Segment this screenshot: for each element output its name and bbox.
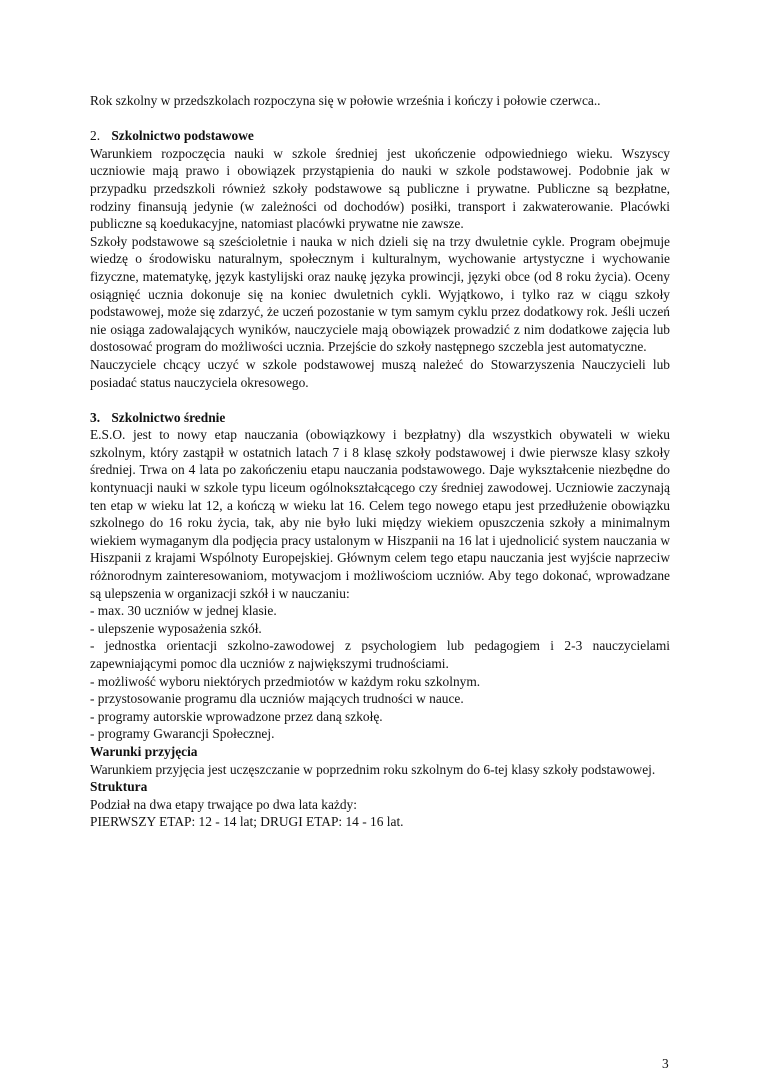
section-3-number: 3. xyxy=(90,409,101,425)
warunki-paragraph: Warunkiem przyjęcia jest uczęszczanie w poprzednim roku szkolnym do 6-tej klasy szkoły podstawowej. xyxy=(90,761,656,777)
section-3-paragraph-1: E.S.O. jest to nowy etap nauczania (obowiązkowy i bezpłatny) dla wszystkich obywateli w wieku szkolnym, który zastąpił w ostatnich latach 7 i 8 klasę szkoły podstawowej i dwie pierwsze klasy szkoły średniej. Trwa on 4 lata po zakończeniu etapu nauczania podstawowego. Daje wykształcenie niezbędne do kontynuacji nauki w szkole typu liceum ogólnokształcącego czy średniej zawodowej. Uczniowie zaczynają ten etap w wieku lat 12, a kończą w wieku lat 16. Celem tego nowego etapu jest przedłużenie obowiązku szkolnego do 16 roku życia, tak, aby nie było luki między wiekiem opuszczenia szkoły a minimalnym wiekiem wymaganym dla podjęcia pracy ustalonym w Hiszpanii na 16 lat i ujednolicić system nauczania w Hiszpanii z krajami Wspólnoty Europejskiej. Głównym celem tego etapu nauczania jest wyjście naprzeciw różnorodnym zainteresowaniom, motywacjom i możliwościom uczniów. Aby tego dokonać, wprowadzane są ulepszenia w organizacji szkół i w nauczaniu: xyxy=(90,427,670,601)
section-2-heading xyxy=(90,127,670,145)
spacer xyxy=(90,391,670,409)
list-item: - max. 30 uczniów w jednej klasie. xyxy=(90,603,277,619)
section-3-title: Szkolnictwo średnie xyxy=(111,409,226,425)
section-3-heading xyxy=(90,409,670,427)
page-number: 3 xyxy=(662,1056,669,1071)
list-item: - ulepszenie wyposażenia szkół. xyxy=(90,620,262,636)
list-item: - przystosowanie programu dla uczniów mających trudności w nauce. xyxy=(90,691,464,707)
intro-paragraph: Rok szkolny w przedszkolach rozpoczyna się w połowie września i kończy i połowie czerwca.. xyxy=(90,93,601,108)
document-page xyxy=(90,92,670,831)
list-item: - możliwość wyboru niektórych przedmiotów w każdym roku szkolnym. xyxy=(90,673,481,689)
warunki-heading: Warunki przyjęcia xyxy=(90,743,198,759)
list-item: - programy autorskie wprowadzone przez daną szkołę. xyxy=(90,708,383,724)
section-2-title: Szkolnictwo podstawowe xyxy=(111,128,254,144)
struktura-line-1: Podział na dwa etapy trwające po dwa lata każdy: xyxy=(90,796,357,812)
section-2-number: 2. xyxy=(90,128,101,144)
list-item: - programy Gwarancji Społecznej. xyxy=(90,726,275,742)
section-2-paragraph-1: Warunkiem rozpoczęcia nauki w szkole średniej jest ukończenie odpowiedniego wieku. Wszyscy uczniowie mają prawo i obowiązek przystąpienia do nauki w szkole podstawowej. Podobnie jak w przypadku przedszkoli również szkoły podstawowe są publiczne i prywatne. Publiczne są bezpłatne, rodziny finansują jedynie (w zależności od dochodów) posiłki, transport i zakwaterowanie. Placówki publiczne są koedukacyjne, natomiast placówki prywatne nie zawsze. xyxy=(90,145,670,232)
struktura-heading: Struktura xyxy=(90,779,148,795)
list-item: - jednostka orientacji szkolno-zawodowej z psychologiem lub pedagogiem i 2-3 nauczycielami zapewniającymi pomoc dla uczniów z największymi trudnościami. xyxy=(90,638,670,671)
section-2-paragraph-2: Szkoły podstawowe są sześcioletnie i nauka w nich dzieli się na trzy dwuletnie cykle. Program obejmuje wiedzę o środowisku naturalnym, społecznym i kulturalnym, wychowanie artystyczne i wychowanie fizyczne, matematykę, język kastylijski oraz naukę języka prowincji, języki obce (od 8 roku życia). Oceny osiągnięć ucznia dokonuje się na koniec dwuletnich cykli. Wyjątkowo, i tylko raz w ciągu szkoły podstawowej, może się zdarzyć, że uczeń pozostanie w tym samym cyklu przez dodatkowy rok. Jeśli uczeń nie osiąga zadowalających wyników, nauczyciele mają obowiązek prowadzić z nim dodatkowe zajęcia lub dostosować program do możliwości ucznia. Przejście do szkoły następnego szczebla jest automatyczne. xyxy=(90,233,670,355)
spacer xyxy=(90,110,670,128)
struktura-line-2: PIERWSZY ETAP: 12 - 14 lat; DRUGI ETAP: 14 - 16 lat. xyxy=(90,814,404,830)
section-2-paragraph-3: Nauczyciele chcący uczyć w szkole podstawowej muszą należeć do Stowarzyszenia Nauczycieli lub posiadać status nauczyciela okresowego. xyxy=(90,356,670,390)
